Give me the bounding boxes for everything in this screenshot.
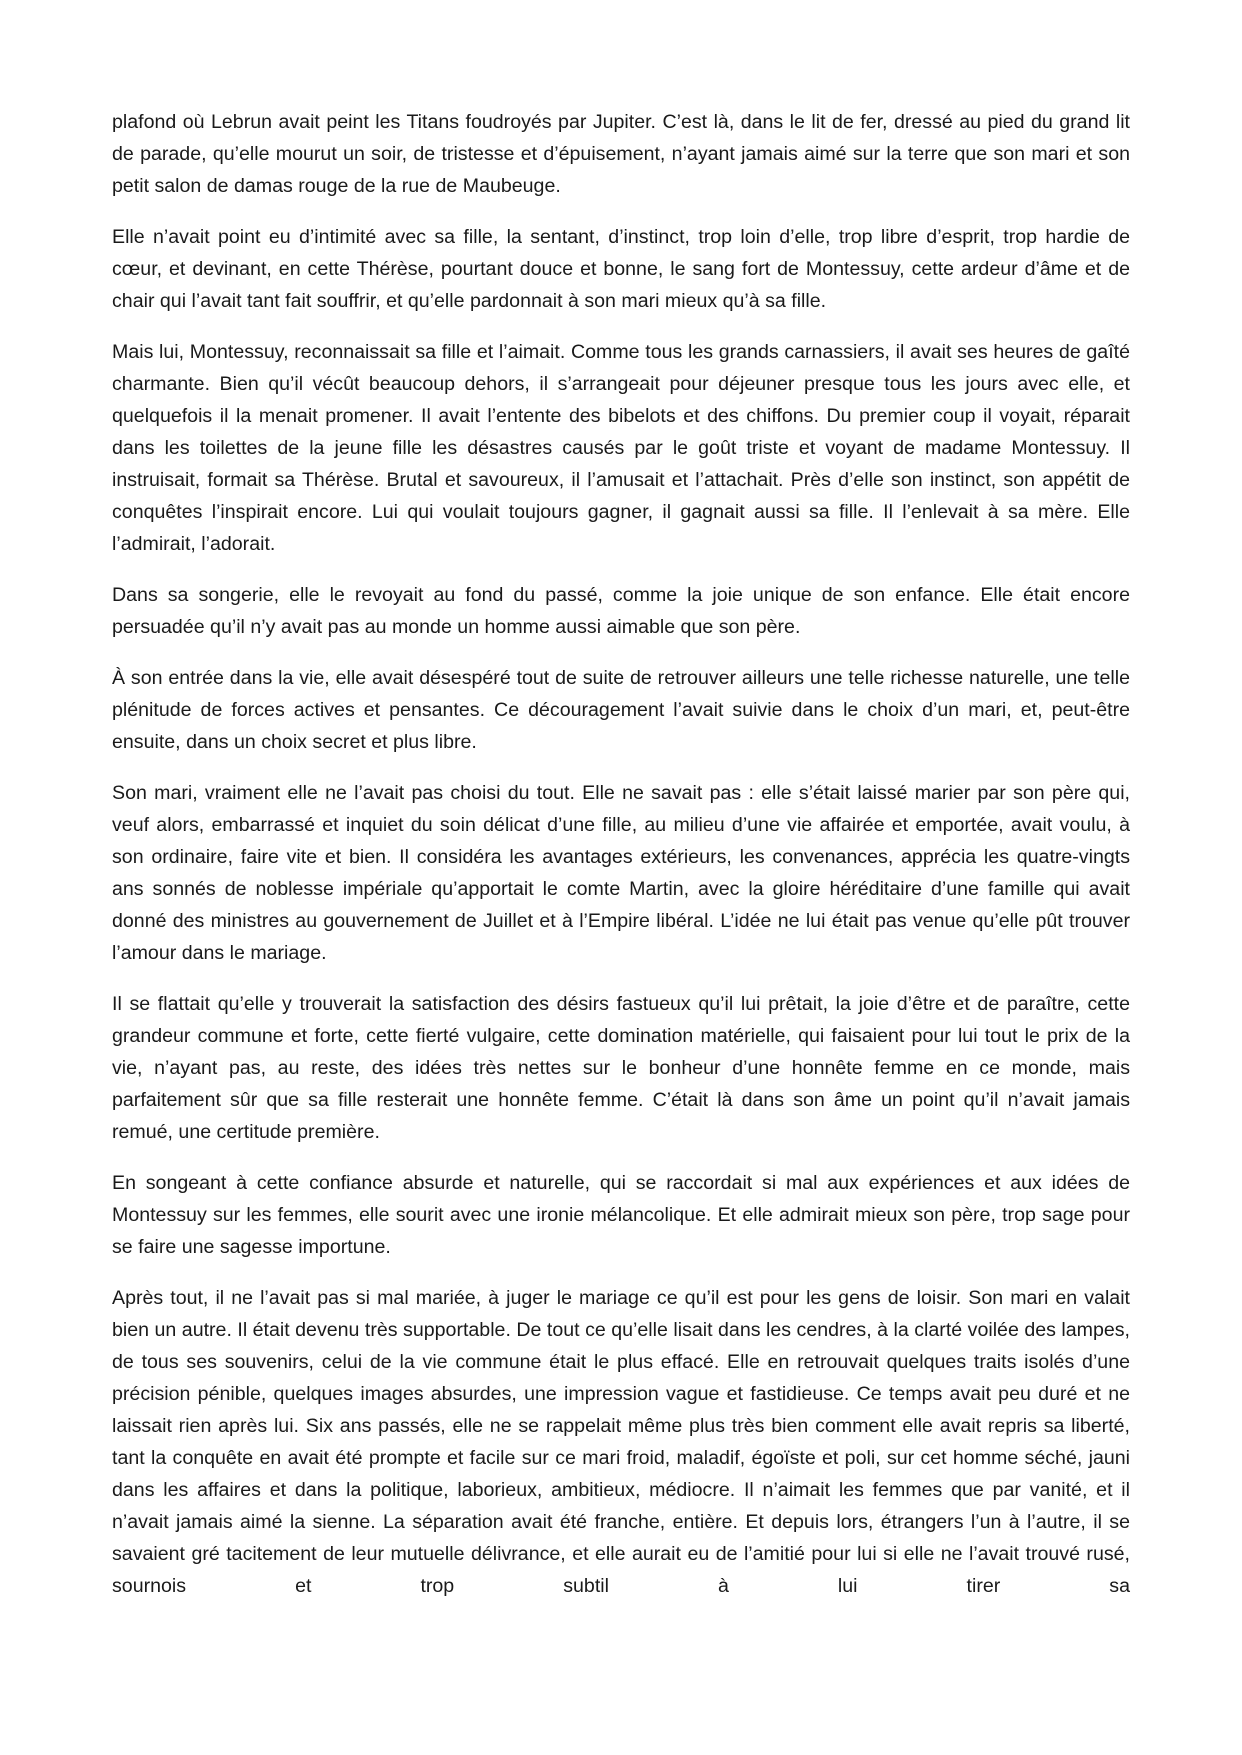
paragraph: Son mari, vraiment elle ne l’avait pas choisi du tout. Elle ne savait pas : elle s’était laissé marier par son père qui, veuf alors, embarrassé et inquiet du soin délicat d’une fille, au milieu d’une vie affairée et emportée, avait voulu, à son ordinaire, faire vite et bien. Il considéra les avantages extérieurs, les convenances, apprécia les quatre-vingts ans sonnés de noblesse impériale qu’apportait le comte Martin, avec la gloire héréditaire d’une famille qui avait donné des ministres au gouvernement de Juillet et à l’Empire libéral. L’idée ne lui était pas venue qu’elle pût trouver l’amour dans le mariage.: [112, 782, 1130, 964]
paragraph: Après tout, il ne l’avait pas si mal mariée, à juger le mariage ce qu’il est pour les gens de loisir. Son mari en valait bien un autre. Il était devenu très supportable. De tout ce qu’elle lisait dans les cendres, à la clarté voilée des lampes, de tous ses souvenirs, celui de la vie commune était le plus effacé. Elle en retrouvait quelques traits isolés d’une précision pénible, quelques images absurdes, une impression vague et fastidieuse. Ce temps avait peu duré et ne laissait rien après lui. Six ans passés, elle ne se rappelait même plus très bien comment elle avait repris sa liberté, tant la conquête en avait été prompte et facile sur ce mari froid, maladif, égoïste et poli, sur cet homme séché, jauni dans les affaires et dans la politique, laborieux, ambitieux, médiocre. Il n’aimait les femmes que par vanité, et il n’avait jamais aimé la sienne. La séparation avait été franche, entière. Et depuis lors, étrangers l’un à l’autre, il se savaient gré tacitement de leur mutuelle délivrance, et elle aurait eu de l’amitié pour lui si elle ne l’avait trouvé rusé, sournois et trop subtil à lui tirer sa: [112, 1287, 1130, 1597]
paragraph: En songeant à cette confiance absurde et naturelle, qui se raccordait si mal aux expériences et aux idées de Montessuy sur les femmes, elle sourit avec une ironie mélancolique. Et elle admirait mieux son père, trop sage pour se faire une sagesse importune.: [112, 1172, 1130, 1258]
paragraph: Elle n’avait point eu d’intimité avec sa fille, la sentant, d’instinct, trop loin d’elle, trop libre d’esprit, trop hardie de cœur, et devinant, en cette Thérèse, pourtant douce et bonne, le sang fort de Montessuy, cette ardeur d’âme et de chair qui l’avait tant fait souffrir, et qu’elle pardonnait à son mari mieux qu’à sa fille.: [112, 226, 1130, 312]
paragraph: plafond où Lebrun avait peint les Titans foudroyés par Jupiter. C’est là, dans le lit de fer, dressé au pied du grand lit de parade, qu’elle mourut un soir, de tristesse et d’épuisement, n’ayant jamais aimé sur la terre que son mari et son petit salon de damas rouge de la rue de Maubeuge.: [112, 111, 1130, 197]
paragraph: Dans sa songerie, elle le revoyait au fond du passé, comme la joie unique de son enfance. Elle était encore persuadée qu’il n’y avait pas au monde un homme aussi aimable que son père.: [112, 584, 1130, 638]
body-text: [112, 106, 1130, 1621]
paragraph: Mais lui, Montessuy, reconnaissait sa fille et l’aimait. Comme tous les grands carnassiers, il avait ses heures de gaîté charmante. Bien qu’il vécût beaucoup dehors, il s’arrangeait pour déjeuner presque tous les jours avec elle, et quelquefois il la menait promener. Il avait l’entente des bibelots et des chiffons. Du premier coup il voyait, réparait dans les toilettes de la jeune fille les désastres causés par le goût triste et voyant de madame Montessuy. Il instruisait, formait sa Thérèse. Brutal et savoureux, il l’amusait et l’attachait. Près d’elle son instinct, son appétit de conquêtes l’inspirait encore. Lui qui voulait toujours gagner, il gagnait aussi sa fille. Il l’enlevait à sa mère. Elle l’admirait, l’adorait.: [112, 341, 1130, 555]
paragraph: Il se flattait qu’elle y trouverait la satisfaction des désirs fastueux qu’il lui prêtait, la joie d’être et de paraître, cette grandeur commune et forte, cette fierté vulgaire, cette domination matérielle, qui faisaient pour lui tout le prix de la vie, n’ayant pas, au reste, des idées très nettes sur le bonheur d’une honnête femme en ce monde, mais parfaitement sûr que sa fille resterait une honnête femme. C’était là dans son âme un point qu’il n’avait jamais remué, une certitude première.: [112, 993, 1130, 1143]
paragraph: À son entrée dans la vie, elle avait désespéré tout de suite de retrouver ailleurs une telle richesse naturelle, une telle plénitude de forces actives et pensantes. Ce découragement l’avait suivie dans le choix d’un mari, et, peut-être ensuite, dans un choix secret et plus libre.: [112, 667, 1130, 753]
